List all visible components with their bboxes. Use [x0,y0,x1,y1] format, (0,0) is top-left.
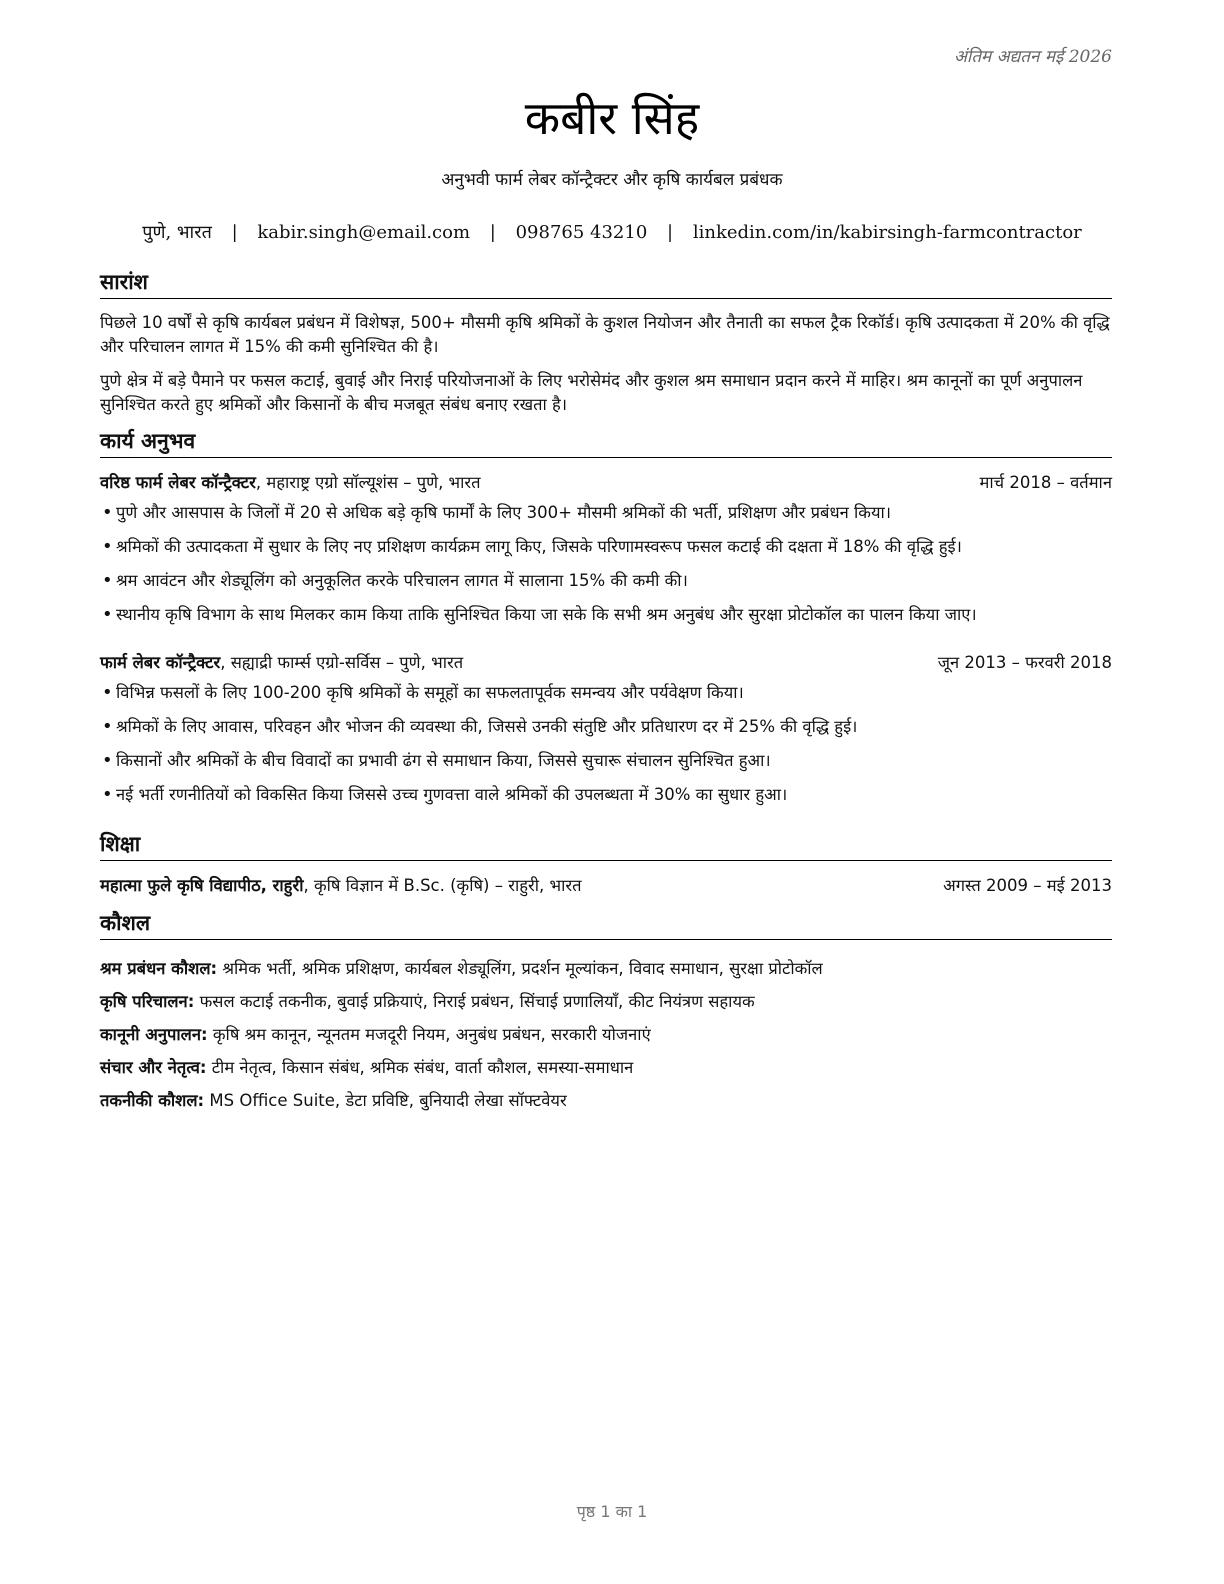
job-bullet: • पुणे और आसपास के जिलों में 20 से अधिक बड़े कृषि फार्मों के लिए 300+ मौसमी श्रमिकों की भर्ती, प्रशिक्षण और प्रबंधन किया। [100,496,1112,530]
candidate-name: कबीर सिंह [524,91,700,145]
tagline: अनुभवी फार्म लेबर कॉन्ट्रैक्टर और कृषि कार्यबल प्रबंधक [441,170,783,190]
skill-label: तकनीकी कौशल: [100,1091,205,1110]
skill-line [100,1051,1112,1084]
contact-location: पुणे, भारत [142,222,212,243]
job-header [100,470,1112,496]
contact-linkedin[interactable]: linkedin.com/in/kabirsingh-farmcontractor [692,222,1082,243]
job-dates: मार्च 2018 – वर्तमान [979,473,1112,492]
skill-line [100,985,1112,1018]
job-role: वरिष्ठ फार्म लेबर कॉन्ट्रैक्टर [100,473,256,492]
section-title-skills: कौशल [100,909,1112,940]
education-entry [100,873,1112,899]
experience-section [100,427,1112,812]
skill-label: कानूनी अनुपालन: [100,1025,208,1044]
job-bullet: • श्रमिकों के लिए आवास, परिवहन और भोजन की व्यवस्था की, जिससे उनकी संतुष्टि और प्रतिधारण दर में 25% की वृद्धि हुई। [100,710,1112,744]
contact-line [0,220,1224,244]
job-dates: जून 2013 – फरवरी 2018 [937,653,1112,672]
page-number: पृष्ठ 1 का 1 [576,1502,648,1521]
job-entry [100,650,1112,812]
job-bullet: • श्रम आवंटन और शेड्यूलिंग को अनुकूलित करके परिचालन लागत में सालाना 15% की कमी की। [100,564,1112,598]
summary-paragraph: पिछले 10 वर्षों से कृषि कार्यबल प्रबंधन में विशेषज्ञ, 500+ मौसमी कृषि श्रमिकों के कुशल नियोजन और तैनाती का सफल ट्रैक रिकॉर्ड। कृषि उत्पादकता में 20% की वृद्धि और परिचालन लागत में 15% की कमी सुनिश्चित की है। [100,313,1110,356]
job-org: , महाराष्ट्र एग्रो सॉल्यूशंस – पुणे, भारत [255,473,481,492]
contact-separator: | [489,222,496,243]
contact-phone: 098765 43210 [515,222,648,243]
job-title-line [100,650,463,676]
job-bullet: • किसानों और श्रमिकों के बीच विवादों का प्रभावी ढंग से समाधान किया, जिससे सुचारू संचालन सुनिश्चित हुआ। [100,744,1112,778]
skill-value: श्रमिक भर्ती, श्रमिक प्रशिक्षण, कार्यबल शेड्यूलिंग, प्रदर्शन मूल्यांकन, विवाद समाधान, सुरक्षा प्रोटोकॉल [217,959,823,978]
skill-value: कृषि श्रम कानून, न्यूनतम मजदूरी नियम, अनुबंध प्रबंधन, सरकारी योजनाएं [207,1025,651,1044]
resume-content [100,268,1112,1125]
section-title-experience: कार्य अनुभव [100,427,1112,458]
job-bullet: • स्थानीय कृषि विभाग के साथ मिलकर काम किया ताकि सुनिश्चित किया जा सके कि सभी श्रम अनुबंध और सुरक्षा प्रोटोकॉल का पालन किया जाए। [100,598,1112,632]
skills-section [100,909,1112,1117]
job-role: फार्म लेबर कॉन्ट्रैक्टर [100,653,221,672]
last-updated: अंतिम अद्यतन मई 2026 [953,47,1112,67]
job-bullet: • नई भर्ती रणनीतियों को विकसित किया जिससे उच्च गुणवत्ता वाले श्रमिकों की उपलब्धता में 30% का सुधार हुआ। [100,778,1112,812]
skill-value: फसल कटाई तकनीक, बुवाई प्रक्रियाएं, निराई प्रबंधन, सिंचाई प्रणालियाँ, कीट नियंत्रण सहायक [194,992,755,1011]
job-org: , सह्याद्री फार्म्स एग्रो-सर्विस – पुणे, भारत [220,653,464,672]
summary-section [100,268,1112,417]
contact-separator: | [231,222,238,243]
job-title-line [100,470,481,496]
skill-line [100,1084,1112,1117]
education-degree: , कृषि विज्ञान में B.Sc. (कृषि) – राहुरी, भारत [303,876,582,895]
job-bullet: • श्रमिकों की उत्पादकता में सुधार के लिए नए प्रशिक्षण कार्यक्रम लागू किए, जिसके परिणामस्वरूप फसल कटाई की दक्षता में 18% की वृद्धि हुई। [100,530,1112,564]
skill-label: कृषि परिचालन: [100,992,195,1011]
job-bullets [100,496,1112,632]
contact-separator: | [667,222,674,243]
education-line [100,873,582,899]
skill-line [100,952,1112,985]
skill-line [100,1018,1112,1051]
section-title-summary: सारांश [100,268,1112,299]
education-institution: महात्मा फुले कृषि विद्यापीठ, राहुरी [100,876,304,895]
contact-email[interactable]: kabir.singh@email.com [257,222,471,243]
education-section [100,830,1112,899]
skill-value: टीम नेतृत्व, किसान संबंध, श्रमिक संबंध, वार्ता कौशल, समस्या-समाधान [206,1058,634,1077]
skill-value: MS Office Suite, डेटा प्रविष्टि, बुनियादी लेखा सॉफ्टवेयर [204,1091,567,1110]
section-title-education: शिक्षा [100,830,1112,861]
summary-paragraph: पुणे क्षेत्र में बड़े पैमाने पर फसल कटाई, बुवाई और निराई परियोजनाओं के लिए भरोसेमंद और कुशल श्रम समाधान प्रदान करने में माहिर। श्रम कानूनों का पूर्ण अनुपालन सुनिश्चित करते हुए श्रमिकों और किसानों के बीच मजबूत संबंध बनाए रखता है। [100,371,1083,414]
job-bullets [100,676,1112,812]
skill-label: संचार और नेतृत्व: [100,1058,207,1077]
education-dates: अगस्त 2009 – मई 2013 [943,876,1112,895]
job-bullet: • विभिन्न फसलों के लिए 100-200 कृषि श्रमिकों के समूहों का सफलतापूर्वक समन्वय और पर्यवेक्षण किया। [100,676,1112,710]
skill-label: श्रम प्रबंधन कौशल: [100,959,218,978]
job-entry [100,470,1112,632]
job-header [100,650,1112,676]
